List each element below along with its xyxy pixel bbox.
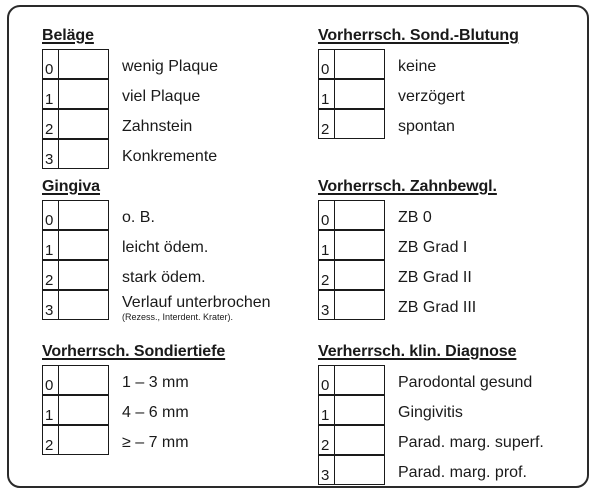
entry-box[interactable]: [58, 395, 109, 425]
option-label: Parad. marg. prof.: [398, 464, 527, 481]
option-label: spontan: [398, 118, 455, 135]
option-code: 2: [318, 260, 335, 290]
option-label: o. B.: [122, 209, 155, 226]
entry-box[interactable]: [334, 109, 385, 139]
entry-box[interactable]: [334, 395, 385, 425]
entry-box[interactable]: [58, 109, 109, 139]
section-title: Verherrsch. klin. Diagnose: [318, 343, 517, 360]
option-code: 2: [318, 425, 335, 455]
option-code: 3: [318, 455, 335, 485]
entry-box[interactable]: [58, 230, 109, 260]
option-label: ZB Grad II: [398, 269, 472, 286]
option-code: 1: [318, 230, 335, 260]
option-label: leicht ödem.: [122, 239, 209, 256]
entry-box[interactable]: [58, 139, 109, 169]
entry-box[interactable]: [58, 260, 109, 290]
section-title: Vorherrsch. Zahnbewgl.: [318, 178, 497, 195]
entry-box[interactable]: [58, 365, 109, 395]
entry-box[interactable]: [58, 200, 109, 230]
option-label: Konkremente: [122, 148, 218, 165]
entry-box[interactable]: [58, 49, 109, 79]
entry-box[interactable]: [334, 290, 385, 320]
periodontal-index-card: [7, 5, 589, 488]
option-code: 2: [42, 109, 59, 139]
entry-box[interactable]: [334, 455, 385, 485]
section-title: Vorherrsch. Sondiertiefe: [42, 343, 226, 360]
option-label: Parad. marg. superf.: [398, 434, 544, 451]
option-code: 2: [42, 425, 59, 455]
entry-box[interactable]: [334, 365, 385, 395]
entry-box[interactable]: [334, 425, 385, 455]
option-label: viel Plaque: [122, 88, 201, 105]
option-label: verzögert: [398, 88, 465, 105]
option-label: ZB Grad III: [398, 299, 477, 316]
option-label: ZB 0: [398, 209, 432, 226]
option-label: 1 – 3 mm: [122, 374, 189, 391]
entry-box[interactable]: [334, 79, 385, 109]
option-code: 0: [318, 200, 335, 230]
option-code: 1: [42, 79, 59, 109]
option-label: wenig Plaque: [122, 58, 219, 75]
section-title: Gingiva: [42, 178, 100, 195]
entry-box[interactable]: [58, 425, 109, 455]
option-label: Verlauf unterbrochen: [122, 294, 271, 311]
option-label: ZB Grad I: [398, 239, 468, 256]
option-code: 0: [42, 365, 59, 395]
option-code: 0: [318, 49, 335, 79]
option-label: stark ödem.: [122, 269, 206, 286]
option-label: Gingivitis: [398, 404, 463, 421]
option-code: 1: [42, 395, 59, 425]
option-code: 0: [42, 49, 59, 79]
option-label: keine: [398, 58, 437, 75]
section-title: Vorherrsch. Sond.-Blutung: [318, 27, 519, 44]
entry-box[interactable]: [58, 290, 109, 320]
option-code: 0: [318, 365, 335, 395]
option-label: 4 – 6 mm: [122, 404, 189, 421]
option-code: 0: [42, 200, 59, 230]
option-code: 3: [318, 290, 335, 320]
option-label: ≥ – 7 mm: [122, 434, 189, 451]
option-code: 3: [42, 139, 59, 169]
entry-box[interactable]: [334, 260, 385, 290]
option-code: 3: [42, 290, 59, 320]
entry-box[interactable]: [334, 49, 385, 79]
option-code: 2: [42, 260, 59, 290]
entry-box[interactable]: [334, 200, 385, 230]
entry-box[interactable]: [58, 79, 109, 109]
entry-box[interactable]: [334, 230, 385, 260]
option-label: Zahnstein: [122, 118, 193, 135]
option-code: 1: [42, 230, 59, 260]
option-code: 1: [318, 79, 335, 109]
option-note: (Rezess., Interdent. Krater).: [122, 312, 234, 322]
option-code: 2: [318, 109, 335, 139]
section-title: Beläge: [42, 27, 94, 44]
option-label: Parodontal gesund: [398, 374, 533, 391]
option-code: 1: [318, 395, 335, 425]
